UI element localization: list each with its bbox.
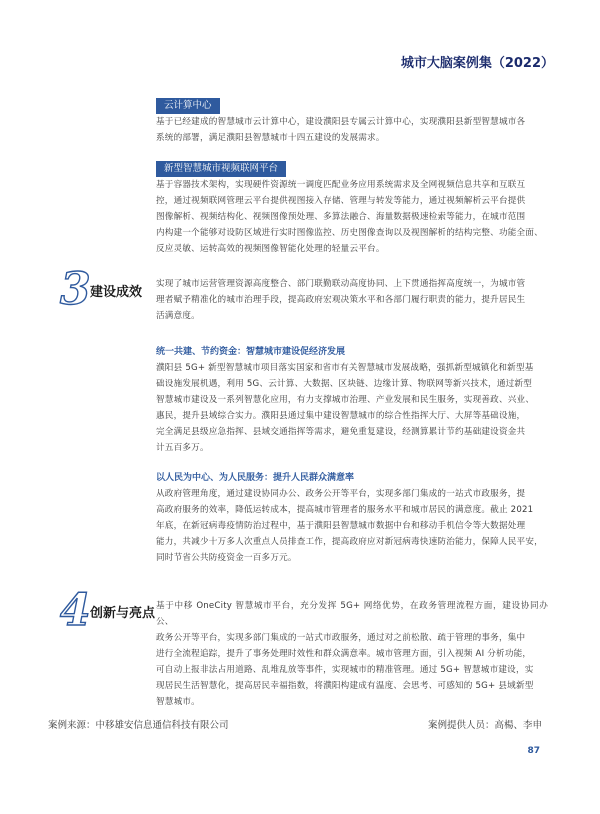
section-label-cloud: 云计算中心: [156, 98, 220, 114]
section-label-video: 新型智慧城市视频联网平台: [156, 161, 286, 177]
paragraph-line: 基于容器技术架构，实现硬件资源统一调度匹配业务应用系统需求及全网视频信息共享和互联互: [156, 180, 526, 190]
section-4-marker: [60, 585, 160, 637]
section-number: 4: [60, 585, 91, 636]
subsection-heading: 统一共建、节约资金：智慧城市建设促经济发展: [156, 347, 346, 357]
page-header-title: 城市大脑案例集（2022）: [400, 56, 554, 71]
paragraph-line: 理者赋予精准化的城市治理手段，提高政府宏观决策水平和各部门履行职责的能力，提升居民生: [156, 295, 526, 305]
paragraph-line: 从政府管理角度，通过建设协同办公、政务公开等平台，实现多部门集成的一站式市政服务，提: [156, 489, 526, 499]
case-provider: 案例提供人员：高楊、李申: [427, 720, 542, 731]
subsection-heading: 以人民为中心、为人民服务：提升人民群众满意率: [156, 473, 355, 483]
section-number: 3: [60, 264, 91, 315]
paragraph-line: 智慧城市建设及一系列智慧化应用，有力支撑城市治理、产业发展和民生服务，实现善政、兴业、: [156, 395, 535, 405]
paragraph-line: 政务公开等平台，实现多部门集成的一站式市政服务，通过对之前松散、疏于管理的事务，集中: [156, 633, 526, 643]
paragraph-line: 内构建一个能够对设防区域进行实时图像监控、历史图像查询以及视图解析的结构完整、功能全面、: [156, 228, 543, 238]
paragraph-line: 计五百多万。: [156, 443, 209, 453]
section-title: 创新与亮点: [90, 606, 156, 621]
paragraph-line: 基于中移 OneCity 智慧城市平台，充分发挥 5G+ 网络优势，在政务管理流程方面，建设协同办公、: [156, 601, 548, 627]
video-platform-block: [156, 156, 548, 257]
paragraph-line: 系统的部署，满足濮阳县智慧城市十四五建设的发展需求。: [156, 133, 385, 143]
section-3-content: [156, 276, 548, 566]
paragraph-line: 濮阳县 5G+ 新型智慧城市项目落实国家和省市有关智慧城市发展战略，强抓新型城镇化和新型基: [156, 363, 534, 373]
paragraph-line: 进行全流程追踪，提升了事务处理时效性和群众满意率。城市管理方面，引入视频 AI 分析功能，: [156, 649, 532, 659]
paragraph-line: 能力，共减少十万多人次重点人员排查工作，提高政府应对新冠病毒快速防治能力，保障人民平安，: [156, 537, 543, 547]
paragraph-line: 高政府服务的效率，降低运转成本，提高城市管理者的服务水平和城市居民的满意度。截止 2021: [156, 505, 534, 515]
paragraph-line: 可自动上报非法占用道路、乱堆乱放等事件，实现城市的精准管理。通过 5G+ 智慧城市建设，实: [156, 665, 534, 675]
paragraph-line: 础设施发展机遇，利用 5G、云计算、大数据、区块链、边缘计算、物联网等新兴技术，通过新型: [156, 379, 533, 389]
paragraph-line: 活满意度。: [156, 311, 200, 321]
paragraph-line: 反应灵敏、运转高效的视频图像智能化处理的轻量云平台。: [156, 244, 385, 254]
section-3-marker: [60, 264, 160, 316]
paragraph-line: 实现了城市运营管理资源高度整合、部门联勤联动高度协同、上下贯通指挥高度统一，为城市管: [156, 279, 526, 289]
section-4-content: [156, 598, 548, 710]
paragraph-line: 控，通过视频联网管理云平台提供视图接入存储、管理与转发等能力，通过视频解析云平台提供: [156, 196, 526, 206]
paragraph-line: 基于已经建成的智慧城市云计算中心，建设濮阳县专属云计算中心，实现濮阳县新型智慧城市各: [156, 117, 526, 127]
page-number: 87: [527, 746, 540, 756]
paragraph-line: 现居民生活智慧化，提高居民幸福指数，将濮阳构建成有温度、会思考、可感知的 5G+ 县域新型: [156, 681, 534, 691]
paragraph-line: 年底，在新冠病毒疫情防治过程中，基于濮阳县智慧城市数据中台和移动手机信令等大数据处理: [156, 521, 526, 531]
paragraph-line: 智慧城市。: [156, 697, 200, 707]
paragraph-line: 惠民，提升县域综合实力。濮阳县通过集中建设智慧城市的综合性指挥大厅、大屏等基础设施，: [156, 411, 526, 421]
section-title: 建设成效: [90, 285, 143, 300]
paragraph-line: 同时节省公共防疫资金一百多万元。: [156, 553, 297, 563]
case-footer: [48, 717, 552, 731]
cloud-center-block: [156, 93, 548, 146]
paragraph-line: 图像解析、视频结构化、视频图像预处理、多算法融合、海量数据极速检索等能力，在城市范围: [156, 212, 526, 222]
case-source: 案例来源：中移雄安信息通信科技有限公司: [48, 720, 229, 731]
paragraph-line: 完全满足县级应急指挥、县域交通指挥等需求，避免重复建设，经测算累计节约基础建设资金共: [156, 427, 526, 437]
